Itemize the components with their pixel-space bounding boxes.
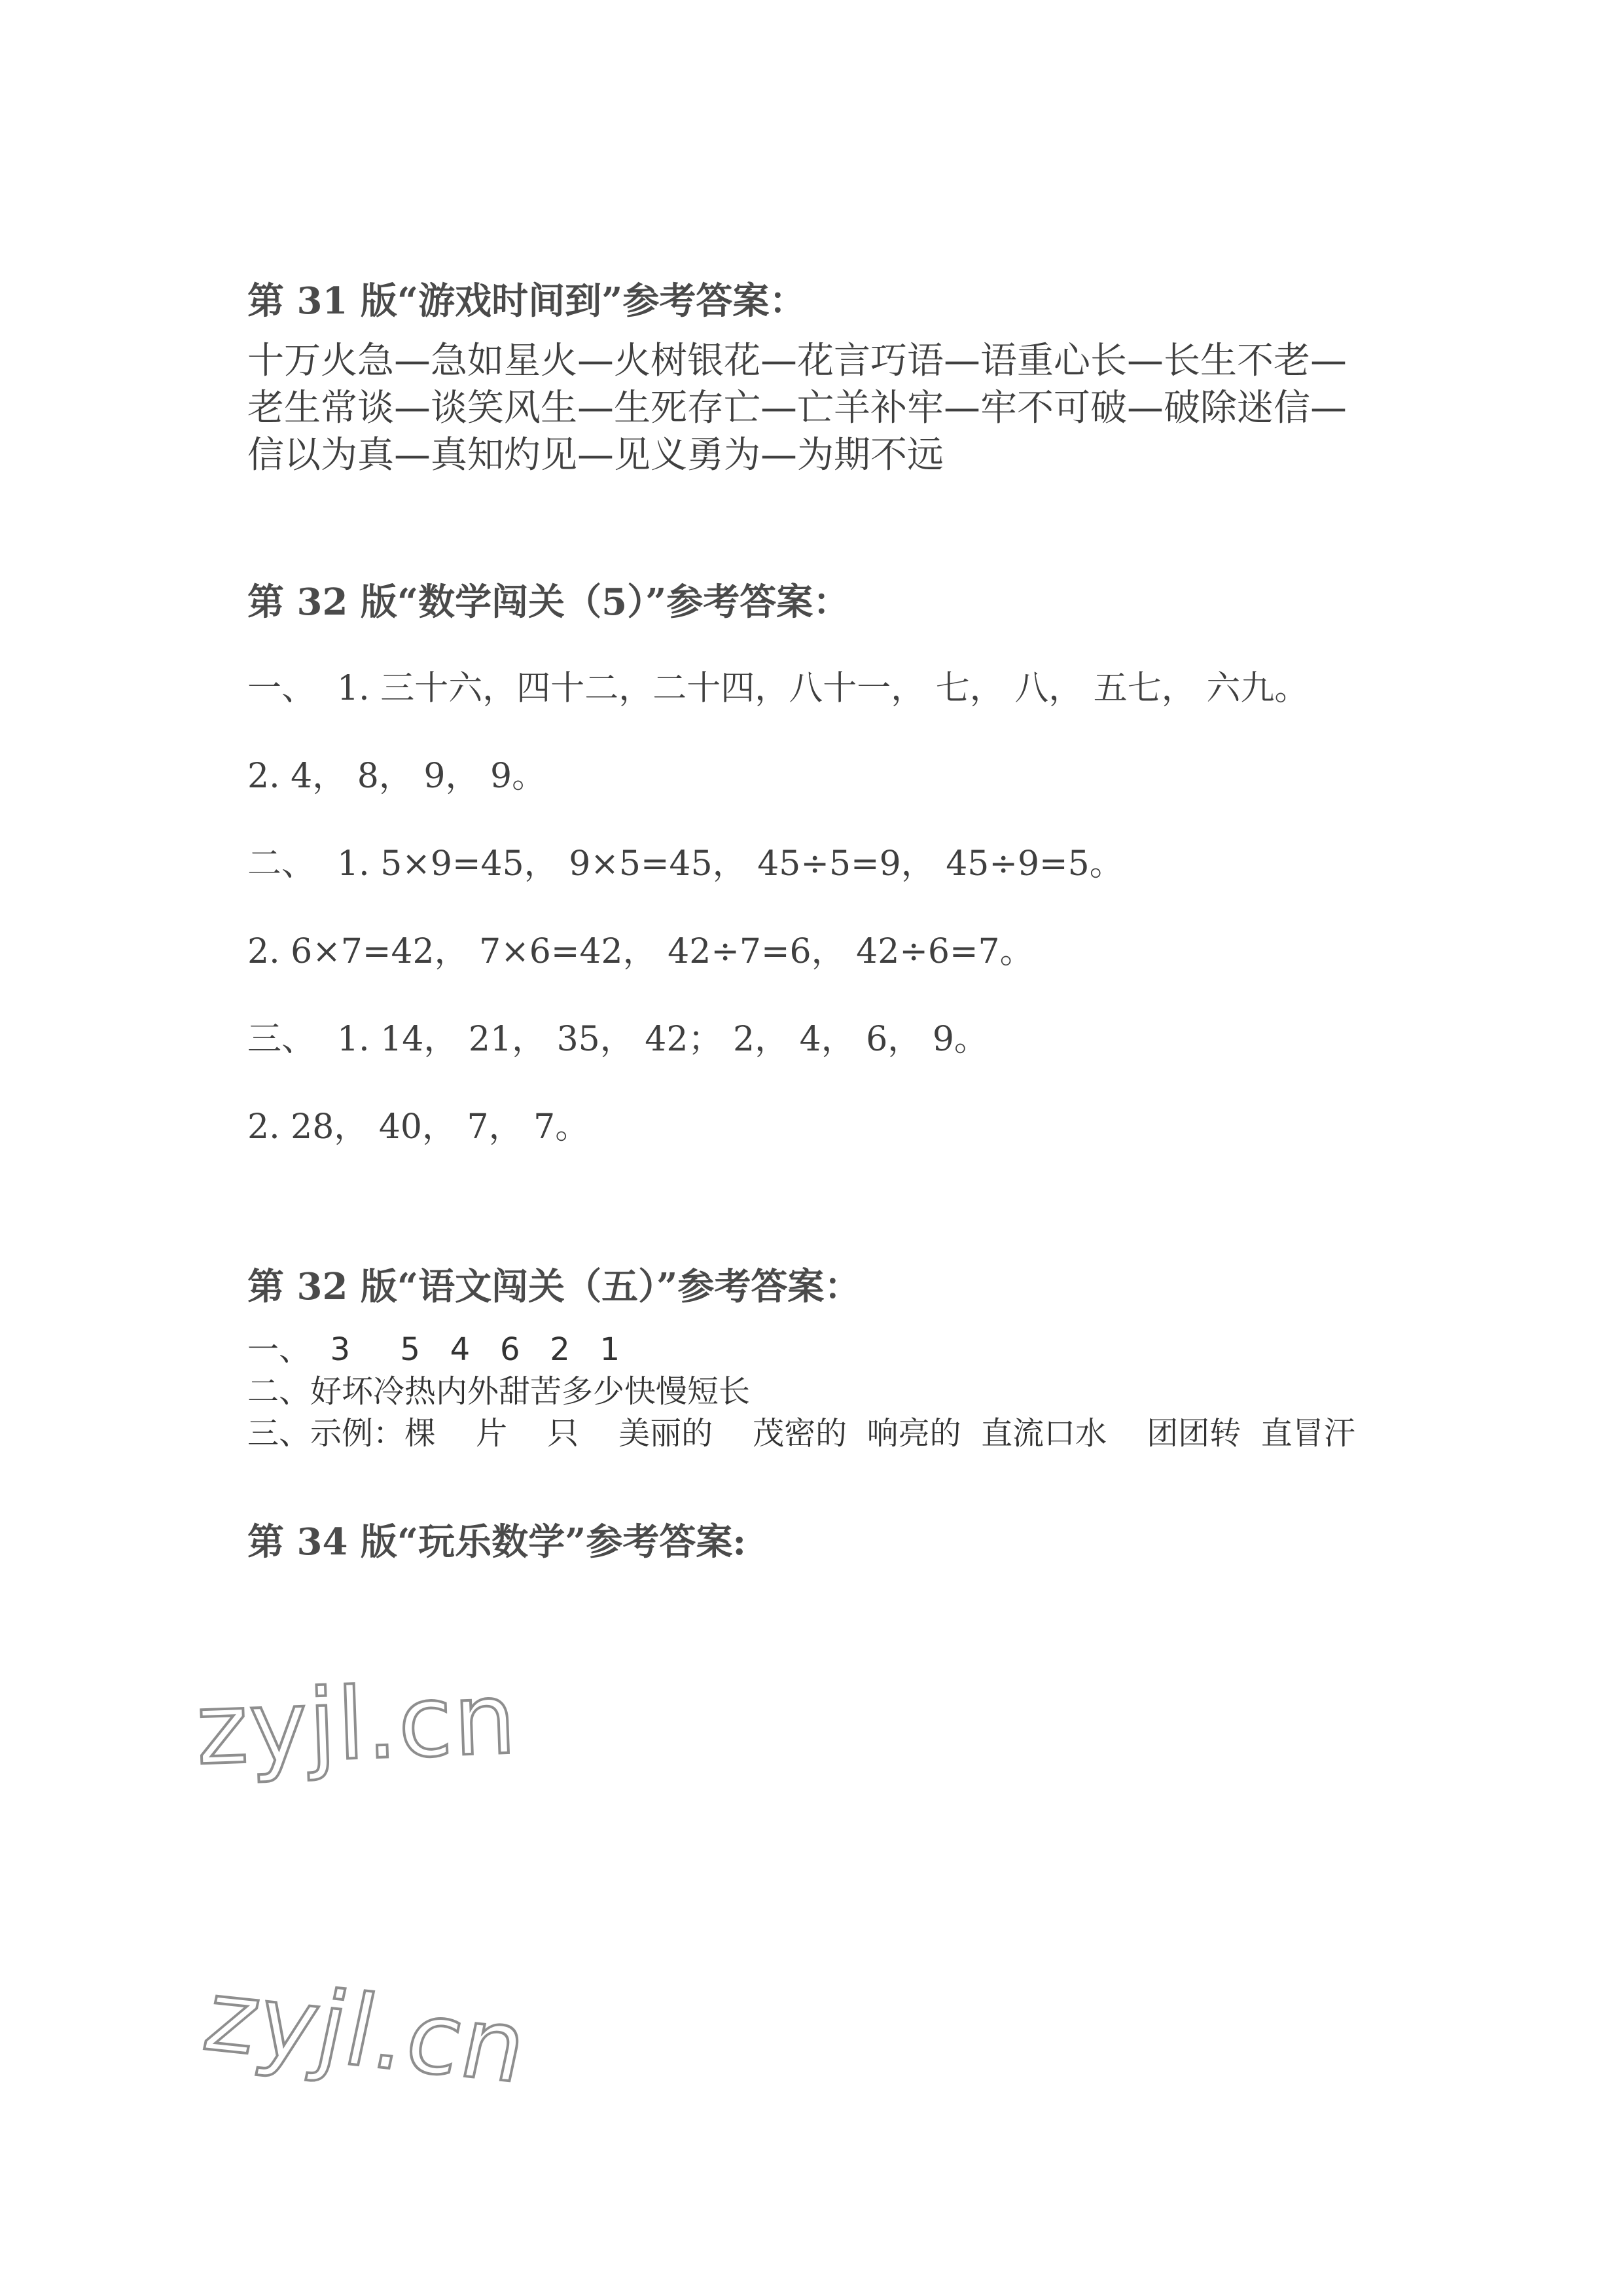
chinese-answer-line: 三、示例：棵 片 只 美丽的 茂密的 响亮的 直流口水 团团转 直冒汗 [247,1415,1355,1452]
answer-line: 老生常谈—谈笑风生—生死存亡—亡羊补牢—牢不可破—破除迷信— [247,387,1347,429]
section-31-answer [247,338,1347,479]
section-32-chinese-heading: 第 32 版“语文闯关（五）”参考答案： [247,1265,861,1308]
math-answer-line: 三、 1. 14， 21， 35， 42； 2， 4， 6， 9。 [247,1020,988,1059]
watermark-logo: zyjl.cn [195,1959,538,2106]
math-answer-line: 2. 6×7=42， 7×6=42， 42÷7=6， 42÷6=7。 [247,932,1034,971]
chinese-answer-line: 二、好坏冷热内外甜苦多少快慢短长 [247,1373,751,1410]
chinese-answer-line: 一、 3 5 4 6 2 1 [247,1331,620,1368]
math-answer-line: 一、 1. 三十六，四十二，二十四，八十一， 七， 八， 五七， 六九。 [247,669,1309,708]
section-31-heading: 第 31 版“游戏时间到”参考答案： [247,279,806,323]
math-answer-line: 2. 4， 8， 9， 9。 [247,757,546,796]
section-34-heading: 第 34 版“玩乐数学”参考答案: [247,1520,747,1564]
watermark-logo: zyjl.cn [194,1662,519,1787]
answer-line: 信以为真—真知灼见—见义勇为—为期不远 [247,434,944,476]
math-answer-line: 二、 1. 5×9=45， 9×5=45， 45÷5=9， 45÷9=5。 [247,844,1124,884]
answer-line: 十万火急—急如星火—火树银花—花言巧语—语重心长—长生不老— [247,340,1347,382]
math-answer-line: 2. 28， 40， 7， 7。 [247,1107,590,1147]
section-32-math-heading: 第 32 版“数学闯关（5）”参考答案： [247,581,850,624]
